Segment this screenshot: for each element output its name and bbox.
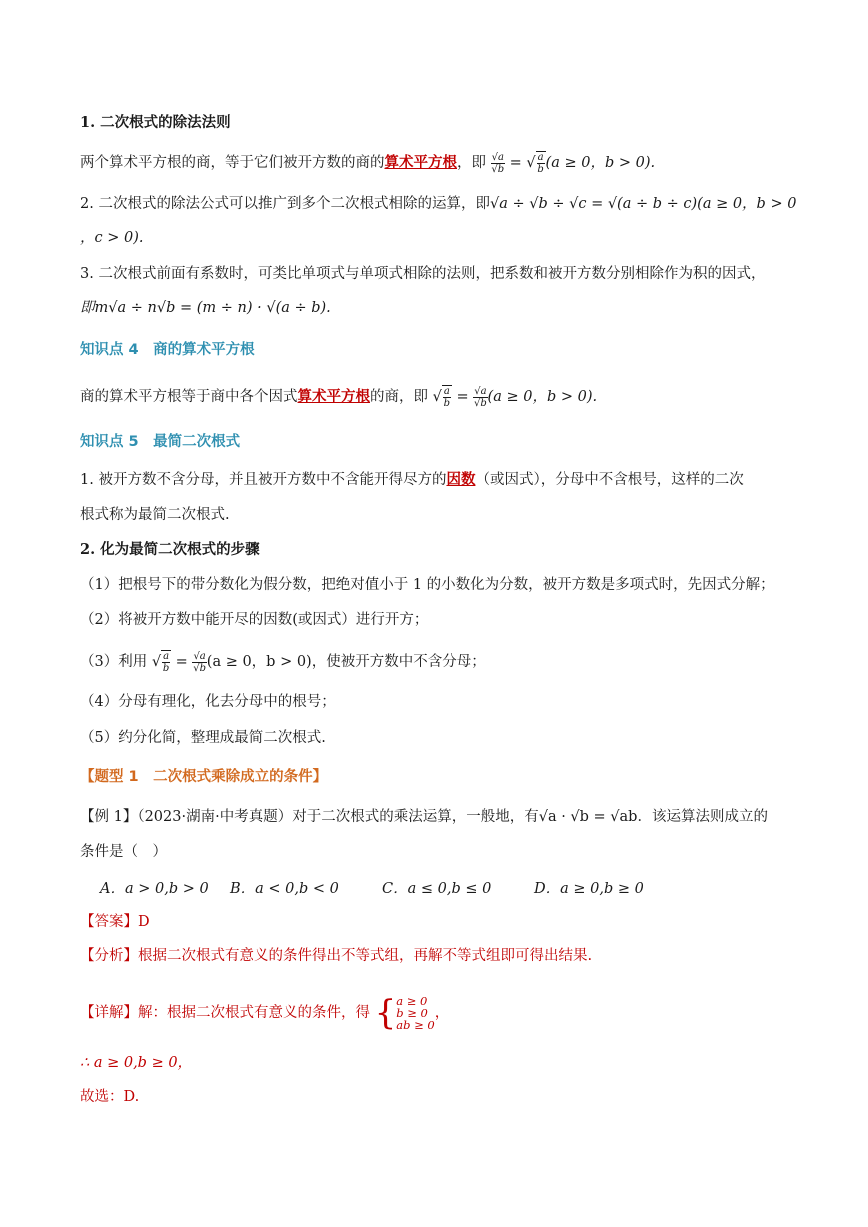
kp4-text-b: 的商，即 [370, 389, 428, 405]
step-3-b: (a ≥ 0，b > 0)，使被开方数中不含分母； [206, 654, 486, 670]
answer-line: 【答案】D [80, 914, 150, 930]
kp5-item-2-title: 2. 化为最简二次根式的步骤 [80, 541, 260, 558]
kp5-item-1-continued: 根式称为最简二次根式. [80, 507, 230, 523]
step-3-a: （3）利用 [80, 654, 148, 670]
detail-text-a: 【详解】解：根据二次根式有意义的条件，得 [80, 1005, 370, 1021]
step-2: （2）将被开方数中能开尽的因数(或因式）进行开方； [80, 612, 429, 628]
inequality-system [396, 995, 434, 1031]
option-b[interactable]: B．a < 0,b < 0 [230, 881, 339, 897]
inequality-2: b ≥ 0 [396, 1006, 428, 1020]
inequality-3: ab ≥ 0 [396, 1018, 435, 1032]
question-type-1-heading: 【题型 1 二次根式乘除成立的条件】 [80, 769, 328, 785]
frac-sqrt-a-over-sqrt-b: $\frac{√a}{√b}$ [491, 151, 505, 175]
rule-1-underlined-term: 算术平方根 [384, 154, 457, 171]
kp5-item-1 [80, 470, 744, 490]
step-1: （1）把根号下的带分数化为假分数，把绝对值小于 1 的小数化为分数，被开方数是多项式时，先因式分解； [80, 577, 775, 593]
example-1-text-continued: 条件是（ ） [80, 844, 167, 860]
rule-2-text [80, 194, 796, 214]
kp4-text: 商的算术平方根等于商中各个因式算术平方根的商，即 √ $\frac{a}{b}$ = $\frac{√a}{√b}$ (a ≥ 0，b > 0). [80, 385, 598, 409]
rule-3-text: 3. 二次根式前面有系数时，可类比单项式与单项式相除的法则，把系数和被开方数分别相除作为积的因式， [80, 266, 766, 282]
therefore-line: ∴ a ≥ 0,b ≥ 0， [80, 1055, 193, 1071]
analysis-line: 【分析】根据二次根式有意义的条件得出不等式组，再解不等式组即可得出结果. [80, 948, 593, 964]
sqrt-a-over-b: √ $\frac{a}{b}$ [432, 386, 451, 409]
choose-line: 故选：D. [80, 1089, 140, 1105]
left-brace-icon: { [374, 993, 397, 1033]
rule-1-text: 两个算术平方根的商，等于它们被开方数的商的算术平方根，即 $\frac{√a}{√b}$ = √ $\frac{a}{b}$ (a ≥ 0，b > 0). [80, 151, 656, 175]
step-5: （5）约分化简，整理成最简二次根式. [80, 730, 326, 746]
inequality-1: a ≥ 0 [396, 994, 428, 1008]
rule-2-continued: ，c > 0). [80, 230, 144, 246]
frac-sqrt-a-over-sqrt-b: $\frac{√a}{√b}$ [193, 650, 206, 674]
option-d[interactable]: D．a ≥ 0,b ≥ 0 [534, 881, 644, 897]
detail-line [80, 995, 449, 1031]
kp5-item-1-b: （或因式），分母中不含根号，这样的二次 [475, 472, 744, 488]
option-a[interactable]: A．a > 0,b > 0 [100, 881, 209, 897]
step-4: （4）分母有理化，化去分母中的根号； [80, 694, 336, 710]
knowledge-point-4-heading: 知识点 4 商的算术平方根 [80, 342, 255, 358]
example-1-text: 【例 1】（2023·湖南·中考真题）对于二次根式的乘法运算，一般地，有√a · √b = √ab．该运算法则成立的 [80, 809, 768, 825]
knowledge-point-5-heading: 知识点 5 最简二次根式 [80, 434, 241, 450]
rule-2-formula: √a ÷ √b ÷ √c = √(a ÷ b ÷ c)(a ≥ 0，b > 0 [489, 196, 797, 212]
kp4-underlined-term: 算术平方根 [297, 388, 370, 405]
frac-sqrt-a-over-sqrt-b: $\frac{√a}{√b}$ [473, 385, 487, 409]
kp5-item-1-a: 1. 被开方数不含分母，并且被开方数中不含能开得尽方的 [80, 472, 447, 488]
rule-2-text-a: 2. 二次根式的除法公式可以推广到多个二次根式相除的运算，即 [80, 196, 490, 212]
kp5-underlined-term: 因数 [446, 471, 476, 488]
section-1-title: 1. 二次根式的除法法则 [80, 114, 231, 131]
step-3: （3）利用 √ $\frac{a}{b}$ = $\frac{√a}{√b}$ (a ≥ 0，b > 0)，使被开方数中不含分母； [80, 650, 486, 674]
option-c[interactable]: C．a ≤ 0,b ≤ 0 [382, 881, 492, 897]
rule-1-condition: (a ≥ 0，b > 0). [545, 155, 656, 171]
sqrt-a-over-b: √ $\frac{a}{b}$ [151, 651, 170, 674]
kp4-text-a: 商的算术平方根等于商中各个因式 [80, 389, 298, 405]
rule-1-text-a: 两个算术平方根的商，等于它们被开方数的商的 [80, 155, 385, 171]
rule-1-text-b: ，即 [457, 155, 486, 171]
rule-3-formula: 即m√a ÷ n√b = (m ÷ n) · √(a ÷ b). [80, 300, 331, 316]
detail-text-b: ， [434, 1005, 450, 1021]
sqrt-a-over-b: √ $\frac{a}{b}$ [526, 152, 544, 175]
kp4-condition: (a ≥ 0，b > 0). [487, 389, 598, 405]
